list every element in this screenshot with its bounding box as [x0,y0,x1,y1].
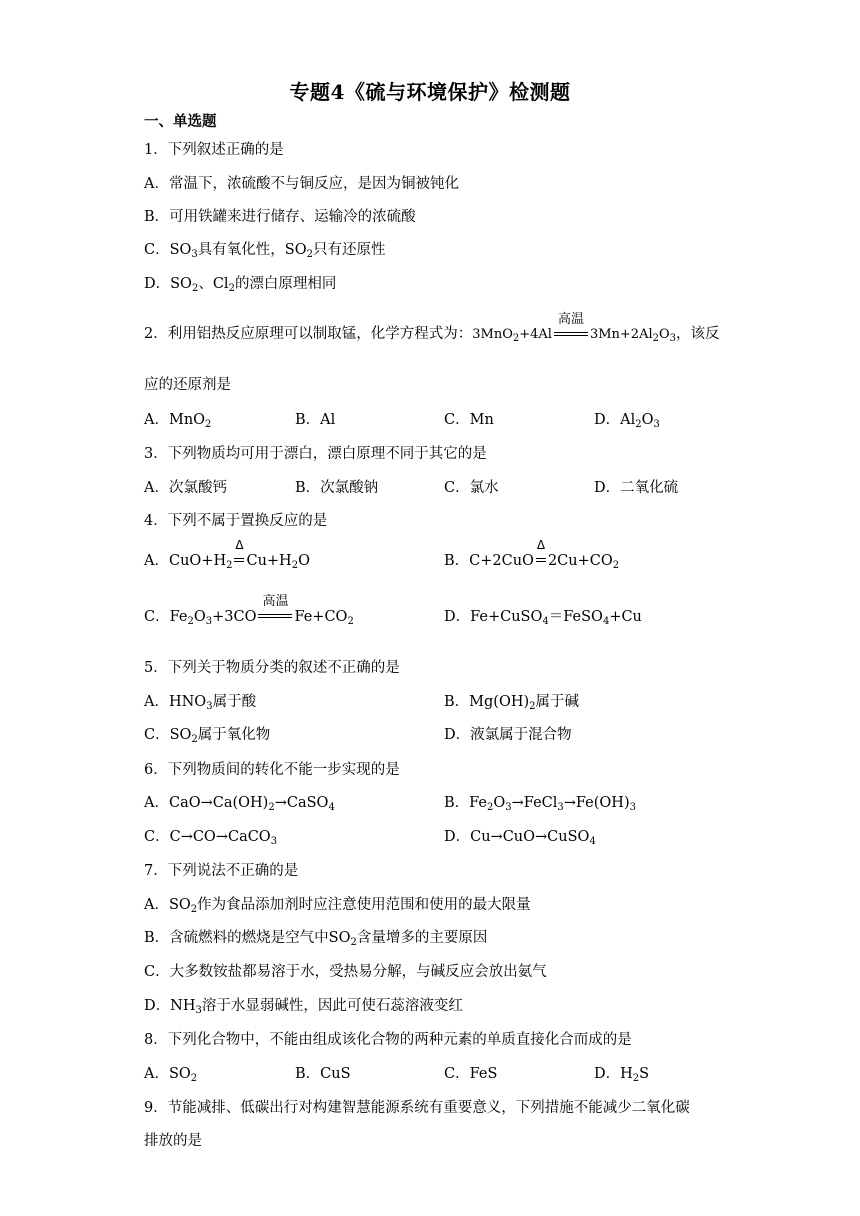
question-7-stem: 7．下列说法不正确的是 [144,863,299,879]
q7-option-d: D．$NH_3$溶于水显弱碱性，因此可使石蕊溶液变红 [144,998,463,1016]
q5-option-b: B．$Mg(OH)_2$属于碱 [444,694,580,712]
q7-option-a: A．$SO_2$作为食品添加剂时应注意使用范围和使用的最大限量 [144,897,531,915]
question-4-stem: 4．下列不属于置换反应的是 [144,513,328,529]
question-8-stem: 8．下列化合物中，不能由组成该化合物的两种元素的单质直接化合而成的是 [144,1032,632,1048]
q6-option-b: B．$Fe_2O_3\to FeCl_3\to Fe(OH)_3$ [444,795,636,813]
q8-option-a: A．$SO_2$ [144,1066,198,1084]
q4-option-d: D．Fe+CuSO$_4$＝FeSO$_4$+Cu [444,609,642,627]
heat-condition: Δ [232,551,246,571]
question-2-stem-line2: 应的还原剂是 [144,377,231,393]
reaction-condition: 高温 [256,607,294,627]
reaction-condition: 高温 [552,325,590,345]
question-5-stem: 5．下列关于物质分类的叙述不正确的是 [144,660,400,676]
q4-option-b: B．C+2CuO Δ $2Cu+CO_2$ [444,538,620,571]
q8-option-b: B．CuS [295,1066,351,1082]
q5-option-c: C．$SO_2$属于氧化物 [144,727,271,745]
q1-option-c: C．$SO_3$具有氧化性，$SO_2$只有还原性 [144,242,386,260]
question-2-stem: 2．利用铝热反应原理可以制取锰，化学方程式为：3MnO$_2$+4Al 高温 $3Mn+2Al_2O_3$，该反 [144,311,720,344]
q7-option-c: C．大多数铵盐都易溶于水，受热易分解，与碱反应会放出氨气 [144,964,547,980]
q6-option-a: A．$CaO\to Ca(OH)_2\to CaSO_4$ [144,795,335,813]
q2-equation: 3MnO$_2$+4Al 高温 $3Mn+2Al_2O_3$ [472,311,677,344]
q2-option-a: A．MnO$_2$ [144,412,212,430]
q1-option-a: A．常温下，浓硫酸不与铜反应，是因为铜被钝化 [144,176,459,192]
q3-option-c: C．氯水 [444,480,499,496]
q8-option-d: D．$H_2S$ [594,1066,650,1084]
heat-condition: Δ [534,551,548,571]
q5-option-d: D．液氯属于混合物 [444,727,572,743]
q3-option-d: D．二氧化硫 [594,480,679,496]
q2-option-b: B．Al [295,412,336,428]
q6-option-c: C．C→CO→CaCO$_3$ [144,829,278,847]
q4-option-a: A．$CuO+H_2$ Δ $Cu+H_2O$ [144,538,310,571]
q8-option-c: C．FeS [444,1066,498,1082]
q4-option-c: C．$Fe_2O_3+3CO$ 高温 $Fe+CO_2$ [144,594,354,627]
question-6-stem: 6．下列物质间的转化不能一步实现的是 [144,762,400,778]
q6-option-d: D．Cu→CuO→CuSO$_4$ [444,829,596,847]
page-title: 专题4《硫与环境保护》检测题 [289,80,571,104]
q1-option-d: D．$SO_2$、$Cl_2$的漂白原理相同 [144,276,337,294]
section-heading: 一、单选题 [144,113,217,130]
question-3-stem: 3．下列物质均可用于漂白，漂白原理不同于其它的是 [144,446,487,462]
q1-option-b: B．可用铁罐来进行储存、运输冷的浓硫酸 [144,209,416,225]
q7-option-b: B．含硫燃料的燃烧是空气中$SO_2$含量增多的主要原因 [144,930,488,948]
question-1-stem: 1．下列叙述正确的是 [144,142,284,158]
q3-option-a: A．次氯酸钙 [144,480,227,496]
question-9-stem-line2: 排放的是 [144,1133,202,1149]
q3-option-b: B．次氯酸钠 [295,480,379,496]
q5-option-a: A．$HNO_3$属于酸 [144,694,257,712]
question-9-stem: 9．节能减排、低碳出行对构建智慧能源系统有重要意义，下列措施不能减少二氧化碳 [144,1100,690,1116]
q2-option-d: D．$Al_2O_3$ [594,412,660,430]
q2-option-c: C．Mn [444,412,494,428]
